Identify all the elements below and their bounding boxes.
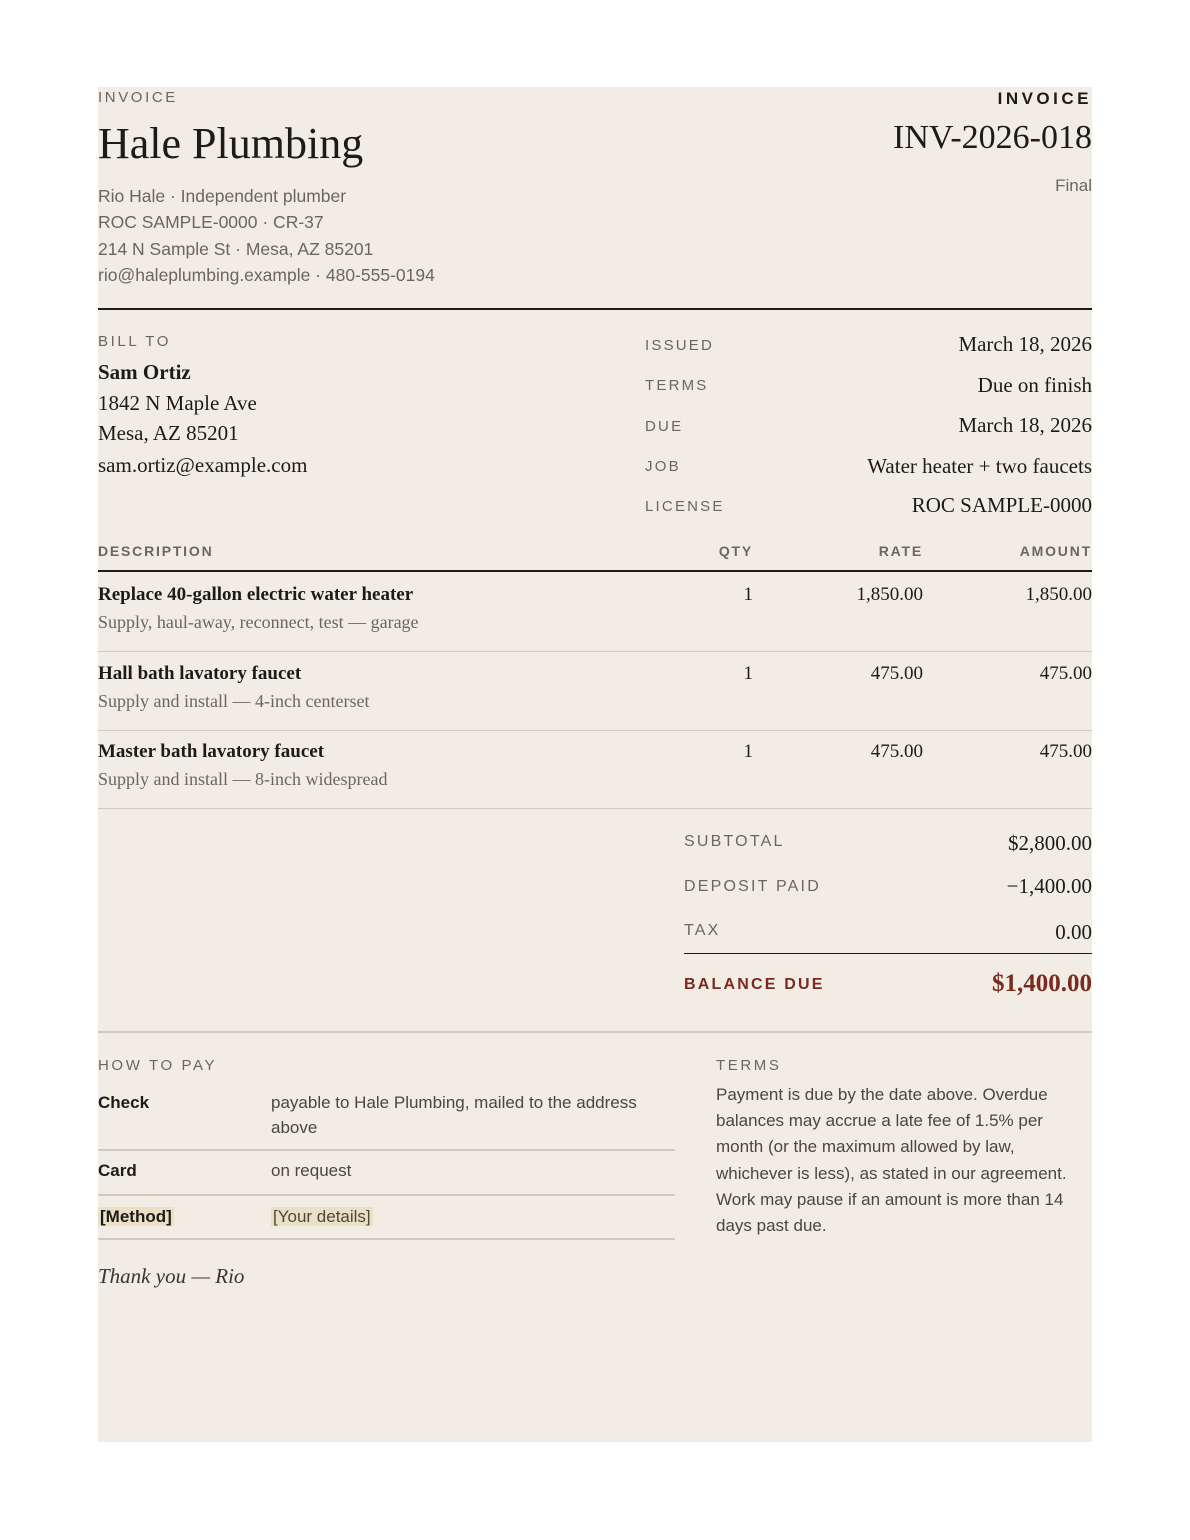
client-address-line1: 1842 N Maple Ave	[98, 391, 257, 415]
invoice-page	[98, 87, 1092, 1442]
table-row	[98, 729, 1092, 809]
client-email: sam.ortiz@example.com	[98, 453, 308, 477]
issued-label: ISSUED	[645, 337, 715, 354]
issued-value: March 18, 2026	[958, 332, 1092, 356]
balance-due-value: $1,400.00	[992, 970, 1092, 997]
due-value: March 18, 2026	[958, 413, 1092, 437]
business-name: Hale Plumbing	[98, 119, 364, 168]
col-rate-header: RATE	[878, 543, 923, 559]
terms-label: TERMS	[645, 377, 709, 394]
invoice-eyebrow: INVOICE	[98, 89, 178, 106]
payment-method-row	[98, 1196, 675, 1240]
subtotal-label: SUBTOTAL	[684, 833, 785, 850]
business-line: Rio Hale · Independent plumber	[98, 186, 347, 206]
col-description-header: DESCRIPTION	[98, 543, 214, 559]
signoff: Thank you — Rio	[98, 1264, 245, 1288]
table-row	[98, 651, 1092, 731]
invoice-status: Final	[1055, 176, 1092, 195]
business-line: ROC SAMPLE-0000 · CR-37	[98, 212, 324, 233]
bill-to-label: BILL TO	[98, 333, 171, 350]
item-title: Replace 40-gallon electric water heater	[98, 584, 414, 605]
item-rate: 1,850.00	[856, 584, 923, 605]
payment-method-name: Card	[98, 1161, 137, 1180]
item-title: Hall bath lavatory faucet	[98, 663, 302, 684]
payment-method-row	[98, 1090, 675, 1151]
terms-text: Payment is due by the date above. Overdue balances may accrue a late fee of 1.5% per month (or the maximum allowed by law, whichever is less), as stated in our agreement. Work may pause if an amount is more than 14 days past due.	[716, 1085, 1067, 1236]
business-line: rio@haleplumbing.example · 480-555-0194	[98, 264, 435, 285]
totals-rule	[684, 953, 1092, 954]
due-label: DUE	[645, 418, 684, 435]
footer-divider	[98, 1031, 1092, 1033]
terms-value: Due on finish	[977, 373, 1092, 397]
item-qty: 1	[743, 741, 753, 762]
col-qty-header: QTY	[718, 543, 753, 559]
item-amount: 1,850.00	[1025, 584, 1092, 605]
deposit-label: DEPOSIT PAID	[684, 878, 821, 895]
item-title: Master bath lavatory faucet	[98, 741, 325, 762]
col-amount-header: AMOUNT	[1019, 543, 1092, 559]
business-line: 214 N Sample St · Mesa, AZ 85201	[98, 238, 374, 259]
payment-method-placeholder: [Method]	[100, 1207, 172, 1226]
client-name: Sam Ortiz	[98, 360, 191, 384]
payment-method-details: on request	[271, 1161, 352, 1180]
item-detail: Supply, haul-away, reconnect, test — garage	[98, 612, 419, 632]
how-to-pay-label: HOW TO PAY	[98, 1057, 218, 1074]
payment-method-name: Check	[98, 1093, 150, 1112]
item-detail: Supply and install — 8-inch widespread	[98, 769, 388, 789]
doc-type-label: INVOICE	[997, 89, 1092, 108]
payment-method-details: payable to Hale Plumbing, mailed to the address above	[271, 1093, 637, 1137]
terms-section-label: TERMS	[716, 1057, 782, 1074]
item-qty: 1	[743, 663, 753, 684]
header-divider	[98, 308, 1092, 310]
balance-due-label: BALANCE DUE	[684, 976, 825, 993]
item-rate: 475.00	[870, 663, 923, 684]
item-amount: 475.00	[1039, 741, 1092, 762]
item-amount: 475.00	[1039, 663, 1092, 684]
subtotal-value: $2,800.00	[1008, 831, 1092, 855]
deposit-value: −1,400.00	[1006, 874, 1092, 898]
tax-label: TAX	[684, 922, 721, 939]
table-row	[98, 572, 1092, 652]
client-address-line2: Mesa, AZ 85201	[98, 421, 239, 445]
job-label: JOB	[645, 458, 681, 475]
job-value: Water heater + two faucets	[867, 454, 1092, 478]
license-value: ROC SAMPLE-0000	[911, 493, 1092, 517]
item-rate: 475.00	[870, 741, 923, 762]
payment-details-placeholder: [Your details]	[273, 1207, 371, 1226]
business-details	[98, 183, 435, 288]
tax-value: 0.00	[1055, 920, 1092, 944]
payment-method-row	[98, 1151, 675, 1196]
item-qty: 1	[743, 584, 753, 605]
item-detail: Supply and install — 4-inch centerset	[98, 691, 370, 711]
invoice-number: INV-2026-018	[893, 119, 1092, 156]
license-label: LICENSE	[645, 498, 725, 515]
